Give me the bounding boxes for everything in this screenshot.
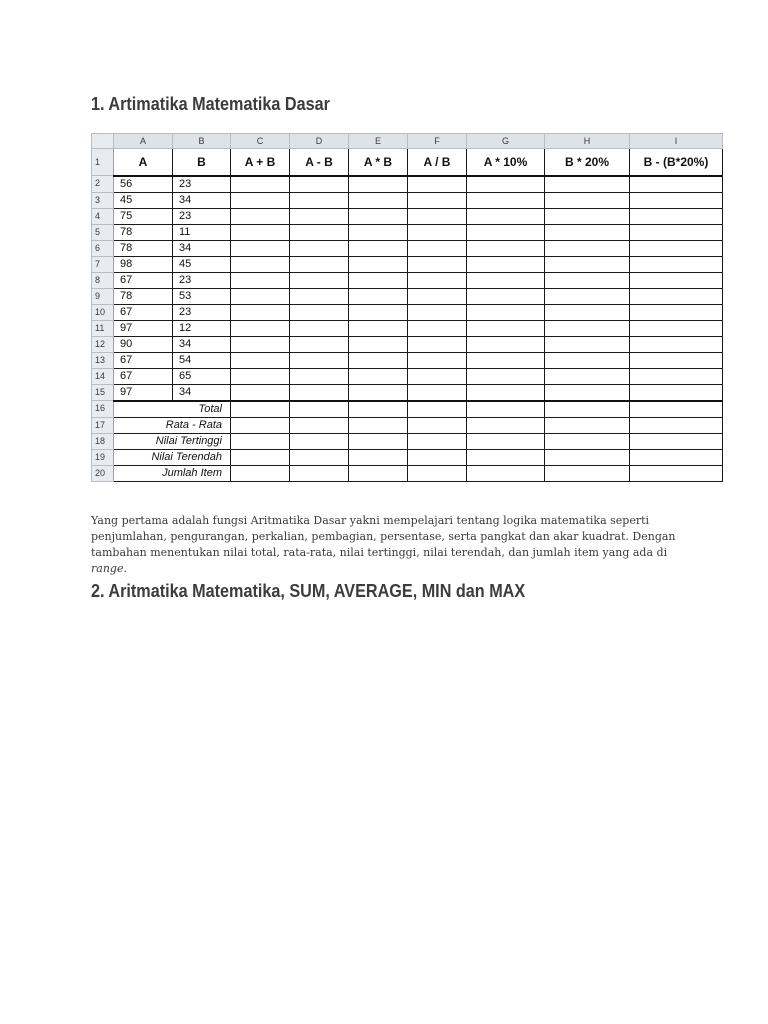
empty-cell[interactable] bbox=[467, 272, 545, 288]
spreadsheet-table bbox=[91, 133, 723, 482]
table-row bbox=[92, 304, 723, 320]
row-number[interactable]: 1 bbox=[92, 149, 114, 176]
empty-cell[interactable] bbox=[408, 368, 467, 384]
table-row bbox=[92, 320, 723, 336]
empty-cell[interactable] bbox=[467, 256, 545, 272]
empty-cell[interactable] bbox=[349, 208, 408, 224]
empty-cell[interactable] bbox=[231, 192, 290, 208]
table-row bbox=[92, 192, 723, 208]
empty-cell[interactable] bbox=[231, 384, 290, 401]
empty-cell[interactable] bbox=[467, 224, 545, 240]
cell-a[interactable]: 67 bbox=[114, 368, 173, 384]
empty-cell[interactable] bbox=[290, 288, 349, 304]
paragraph-end: . bbox=[123, 562, 127, 575]
empty-cell[interactable] bbox=[290, 336, 349, 352]
empty-cell[interactable] bbox=[349, 384, 408, 401]
cell-a[interactable]: 75 bbox=[114, 208, 173, 224]
empty-cell[interactable] bbox=[231, 272, 290, 288]
empty-cell[interactable] bbox=[349, 240, 408, 256]
empty-cell[interactable] bbox=[467, 417, 545, 433]
empty-cell[interactable] bbox=[467, 240, 545, 256]
empty-cell[interactable] bbox=[630, 433, 723, 449]
summary-label[interactable]: Total bbox=[114, 401, 231, 418]
row-number[interactable]: 9 bbox=[92, 288, 114, 304]
empty-cell[interactable] bbox=[630, 401, 723, 418]
empty-cell[interactable] bbox=[408, 352, 467, 368]
empty-cell[interactable] bbox=[630, 368, 723, 384]
empty-cell[interactable] bbox=[545, 240, 630, 256]
empty-cell[interactable] bbox=[630, 417, 723, 433]
paragraph-text: Yang pertama adalah fungsi Aritmatika Dasar yakni mempelajari tentang logika matematika seperti penjumlahan, pengurangan, perkalian, pembagian, persentase, serta pangkat dan akar kuadrat. Dengan tambahan menentukan nilai total, rata-rata, nilai tertinggi, nilai terendah, dan jumlah item yang ada di bbox=[91, 514, 676, 559]
row-number[interactable]: 3 bbox=[92, 192, 114, 208]
column-header-row bbox=[92, 134, 723, 149]
empty-cell[interactable] bbox=[349, 417, 408, 433]
empty-cell[interactable] bbox=[290, 352, 349, 368]
section-heading-2: 2. Aritmatika Matematika, SUM, AVERAGE, MIN dan MAX bbox=[91, 581, 526, 601]
summary-row bbox=[92, 417, 723, 433]
row-number[interactable]: 20 bbox=[92, 465, 114, 481]
row-number[interactable]: 16 bbox=[92, 401, 114, 418]
empty-cell[interactable] bbox=[630, 320, 723, 336]
empty-cell[interactable] bbox=[408, 224, 467, 240]
empty-cell[interactable] bbox=[290, 240, 349, 256]
cell-b[interactable]: 65 bbox=[173, 368, 231, 384]
empty-cell[interactable] bbox=[290, 176, 349, 193]
cell-b[interactable]: 23 bbox=[173, 208, 231, 224]
empty-cell[interactable] bbox=[290, 433, 349, 449]
empty-cell[interactable] bbox=[467, 368, 545, 384]
empty-cell[interactable] bbox=[290, 417, 349, 433]
empty-cell[interactable] bbox=[630, 240, 723, 256]
row-number[interactable]: 4 bbox=[92, 208, 114, 224]
row-number[interactable]: 12 bbox=[92, 336, 114, 352]
summary-row bbox=[92, 465, 723, 481]
empty-cell[interactable] bbox=[231, 288, 290, 304]
summary-label[interactable]: Rata - Rata bbox=[114, 417, 231, 433]
empty-cell[interactable] bbox=[231, 256, 290, 272]
cell-a[interactable]: 45 bbox=[114, 192, 173, 208]
empty-cell[interactable] bbox=[408, 433, 467, 449]
table-row bbox=[92, 256, 723, 272]
cell-b[interactable]: 34 bbox=[173, 336, 231, 352]
empty-cell[interactable] bbox=[349, 368, 408, 384]
empty-cell[interactable] bbox=[349, 288, 408, 304]
empty-cell[interactable] bbox=[467, 465, 545, 481]
row-number[interactable]: 15 bbox=[92, 384, 114, 401]
empty-cell[interactable] bbox=[349, 449, 408, 465]
empty-cell[interactable] bbox=[545, 272, 630, 288]
cell-b[interactable]: 23 bbox=[173, 176, 231, 193]
empty-cell[interactable] bbox=[545, 384, 630, 401]
empty-cell[interactable] bbox=[290, 401, 349, 418]
select-all-corner[interactable] bbox=[92, 134, 114, 149]
row-number[interactable]: 14 bbox=[92, 368, 114, 384]
cell-a[interactable]: 56 bbox=[114, 176, 173, 193]
row-number[interactable]: 10 bbox=[92, 304, 114, 320]
cell-b[interactable]: 12 bbox=[173, 320, 231, 336]
table-row bbox=[92, 336, 723, 352]
empty-cell[interactable] bbox=[467, 176, 545, 193]
empty-cell[interactable] bbox=[408, 176, 467, 193]
column-header-d[interactable]: D bbox=[290, 134, 349, 149]
empty-cell[interactable] bbox=[290, 449, 349, 465]
empty-cell[interactable] bbox=[545, 304, 630, 320]
empty-cell[interactable] bbox=[467, 352, 545, 368]
row-number[interactable]: 5 bbox=[92, 224, 114, 240]
table-row bbox=[92, 149, 723, 176]
empty-cell[interactable] bbox=[408, 288, 467, 304]
empty-cell[interactable] bbox=[290, 208, 349, 224]
cell-a[interactable]: 67 bbox=[114, 272, 173, 288]
empty-cell[interactable] bbox=[408, 449, 467, 465]
row-number[interactable]: 18 bbox=[92, 433, 114, 449]
row-number[interactable]: 11 bbox=[92, 320, 114, 336]
empty-cell[interactable] bbox=[231, 433, 290, 449]
empty-cell[interactable] bbox=[630, 384, 723, 401]
cell-b[interactable]: 54 bbox=[173, 352, 231, 368]
empty-cell[interactable] bbox=[545, 401, 630, 418]
empty-cell[interactable] bbox=[231, 465, 290, 481]
table-row bbox=[92, 240, 723, 256]
header-cell[interactable]: B * 20% bbox=[545, 149, 630, 176]
empty-cell[interactable] bbox=[545, 224, 630, 240]
empty-cell[interactable] bbox=[630, 288, 723, 304]
empty-cell[interactable] bbox=[467, 320, 545, 336]
table-row bbox=[92, 208, 723, 224]
summary-row bbox=[92, 401, 723, 418]
header-cell[interactable]: A / B bbox=[408, 149, 467, 176]
empty-cell[interactable] bbox=[349, 272, 408, 288]
cell-b[interactable]: 34 bbox=[173, 240, 231, 256]
empty-cell[interactable] bbox=[467, 336, 545, 352]
empty-cell[interactable] bbox=[545, 256, 630, 272]
cell-a[interactable]: 78 bbox=[114, 240, 173, 256]
summary-row bbox=[92, 433, 723, 449]
empty-cell[interactable] bbox=[630, 304, 723, 320]
header-cell[interactable]: A bbox=[114, 149, 173, 176]
empty-cell[interactable] bbox=[630, 336, 723, 352]
empty-cell[interactable] bbox=[231, 417, 290, 433]
empty-cell[interactable] bbox=[290, 272, 349, 288]
empty-cell[interactable] bbox=[231, 304, 290, 320]
spreadsheet-screenshot bbox=[91, 133, 722, 482]
empty-cell[interactable] bbox=[408, 384, 467, 401]
empty-cell[interactable] bbox=[467, 433, 545, 449]
empty-cell[interactable] bbox=[231, 176, 290, 193]
header-cell[interactable]: A * 10% bbox=[467, 149, 545, 176]
empty-cell[interactable] bbox=[408, 401, 467, 418]
header-cell[interactable]: B bbox=[173, 149, 231, 176]
empty-cell[interactable] bbox=[349, 433, 408, 449]
empty-cell[interactable] bbox=[231, 240, 290, 256]
empty-cell[interactable] bbox=[408, 417, 467, 433]
empty-cell[interactable] bbox=[349, 401, 408, 418]
empty-cell[interactable] bbox=[408, 272, 467, 288]
header-cell[interactable]: A * B bbox=[349, 149, 408, 176]
row-number[interactable]: 6 bbox=[92, 240, 114, 256]
empty-cell[interactable] bbox=[545, 433, 630, 449]
table-row bbox=[92, 352, 723, 368]
empty-cell[interactable] bbox=[290, 320, 349, 336]
empty-cell[interactable] bbox=[408, 192, 467, 208]
row-number[interactable]: 2 bbox=[92, 176, 114, 193]
empty-cell[interactable] bbox=[545, 176, 630, 193]
cell-b[interactable]: 53 bbox=[173, 288, 231, 304]
column-header-c[interactable]: C bbox=[231, 134, 290, 149]
empty-cell[interactable] bbox=[290, 384, 349, 401]
empty-cell[interactable] bbox=[545, 320, 630, 336]
empty-cell[interactable] bbox=[349, 352, 408, 368]
table-row bbox=[92, 288, 723, 304]
column-header-a[interactable]: A bbox=[114, 134, 173, 149]
empty-cell[interactable] bbox=[408, 304, 467, 320]
cell-b[interactable]: 23 bbox=[173, 272, 231, 288]
empty-cell[interactable] bbox=[290, 465, 349, 481]
cell-a[interactable]: 78 bbox=[114, 224, 173, 240]
empty-cell[interactable] bbox=[231, 208, 290, 224]
empty-cell[interactable] bbox=[290, 368, 349, 384]
cell-b[interactable]: 34 bbox=[173, 192, 231, 208]
cell-a[interactable]: 90 bbox=[114, 336, 173, 352]
cell-b[interactable]: 45 bbox=[173, 256, 231, 272]
table-row bbox=[92, 176, 723, 193]
empty-cell[interactable] bbox=[408, 256, 467, 272]
empty-cell[interactable] bbox=[349, 304, 408, 320]
empty-cell[interactable] bbox=[545, 352, 630, 368]
empty-cell[interactable] bbox=[290, 224, 349, 240]
empty-cell[interactable] bbox=[290, 304, 349, 320]
empty-cell[interactable] bbox=[545, 192, 630, 208]
empty-cell[interactable] bbox=[290, 256, 349, 272]
header-cell[interactable]: A - B bbox=[290, 149, 349, 176]
empty-cell[interactable] bbox=[408, 240, 467, 256]
empty-cell[interactable] bbox=[630, 272, 723, 288]
empty-cell[interactable] bbox=[545, 288, 630, 304]
column-header-i[interactable]: I bbox=[630, 134, 723, 149]
empty-cell[interactable] bbox=[630, 449, 723, 465]
cell-b[interactable]: 11 bbox=[173, 224, 231, 240]
empty-cell[interactable] bbox=[545, 368, 630, 384]
empty-cell[interactable] bbox=[630, 256, 723, 272]
empty-cell[interactable] bbox=[630, 352, 723, 368]
empty-cell[interactable] bbox=[630, 208, 723, 224]
column-header-g[interactable]: G bbox=[467, 134, 545, 149]
cell-a[interactable]: 98 bbox=[114, 256, 173, 272]
cell-a[interactable]: 67 bbox=[114, 304, 173, 320]
empty-cell[interactable] bbox=[231, 352, 290, 368]
summary-label[interactable]: Jumlah Item bbox=[114, 465, 231, 481]
row-number[interactable]: 7 bbox=[92, 256, 114, 272]
empty-cell[interactable] bbox=[290, 192, 349, 208]
empty-cell[interactable] bbox=[231, 224, 290, 240]
cell-a[interactable]: 67 bbox=[114, 352, 173, 368]
row-number[interactable]: 19 bbox=[92, 449, 114, 465]
empty-cell[interactable] bbox=[467, 192, 545, 208]
empty-cell[interactable] bbox=[467, 208, 545, 224]
cell-a[interactable]: 97 bbox=[114, 384, 173, 401]
header-cell[interactable]: A + B bbox=[231, 149, 290, 176]
empty-cell[interactable] bbox=[467, 449, 545, 465]
header-cell[interactable]: B - (B*20%) bbox=[630, 149, 723, 176]
empty-cell[interactable] bbox=[545, 336, 630, 352]
column-header-e[interactable]: E bbox=[349, 134, 408, 149]
column-header-f[interactable]: F bbox=[408, 134, 467, 149]
empty-cell[interactable] bbox=[231, 449, 290, 465]
table-row bbox=[92, 224, 723, 240]
empty-cell[interactable] bbox=[349, 176, 408, 193]
cell-a[interactable]: 78 bbox=[114, 288, 173, 304]
empty-cell[interactable] bbox=[467, 304, 545, 320]
empty-cell[interactable] bbox=[630, 465, 723, 481]
empty-cell[interactable] bbox=[630, 176, 723, 193]
row-number[interactable]: 17 bbox=[92, 417, 114, 433]
empty-cell[interactable] bbox=[545, 449, 630, 465]
empty-cell[interactable] bbox=[408, 320, 467, 336]
cell-a[interactable]: 97 bbox=[114, 320, 173, 336]
cell-b[interactable]: 23 bbox=[173, 304, 231, 320]
cell-b[interactable]: 34 bbox=[173, 384, 231, 401]
empty-cell[interactable] bbox=[231, 401, 290, 418]
summary-row bbox=[92, 449, 723, 465]
empty-cell[interactable] bbox=[545, 208, 630, 224]
column-header-h[interactable]: H bbox=[545, 134, 630, 149]
row-number[interactable]: 8 bbox=[92, 272, 114, 288]
empty-cell[interactable] bbox=[349, 192, 408, 208]
column-header-b[interactable]: B bbox=[173, 134, 231, 149]
empty-cell[interactable] bbox=[349, 320, 408, 336]
section-heading-1: 1. Artimatika Matematika Dasar bbox=[91, 94, 330, 114]
empty-cell[interactable] bbox=[408, 336, 467, 352]
empty-cell[interactable] bbox=[349, 336, 408, 352]
table-row bbox=[92, 384, 723, 401]
empty-cell[interactable] bbox=[231, 336, 290, 352]
empty-cell[interactable] bbox=[349, 465, 408, 481]
table-row bbox=[92, 368, 723, 384]
empty-cell[interactable] bbox=[349, 224, 408, 240]
empty-cell[interactable] bbox=[467, 384, 545, 401]
table-row bbox=[92, 272, 723, 288]
summary-label[interactable]: Nilai Tertinggi bbox=[114, 433, 231, 449]
empty-cell[interactable] bbox=[231, 320, 290, 336]
empty-cell[interactable] bbox=[630, 224, 723, 240]
empty-cell[interactable] bbox=[545, 465, 630, 481]
empty-cell[interactable] bbox=[630, 192, 723, 208]
empty-cell[interactable] bbox=[231, 368, 290, 384]
summary-label[interactable]: Nilai Terendah bbox=[114, 449, 231, 465]
empty-cell[interactable] bbox=[408, 208, 467, 224]
empty-cell[interactable] bbox=[349, 256, 408, 272]
empty-cell[interactable] bbox=[467, 288, 545, 304]
empty-cell[interactable] bbox=[467, 401, 545, 418]
paragraph-emphasis: range bbox=[91, 562, 124, 575]
empty-cell[interactable] bbox=[408, 465, 467, 481]
description-paragraph bbox=[91, 513, 691, 577]
row-number[interactable]: 13 bbox=[92, 352, 114, 368]
empty-cell[interactable] bbox=[545, 417, 630, 433]
